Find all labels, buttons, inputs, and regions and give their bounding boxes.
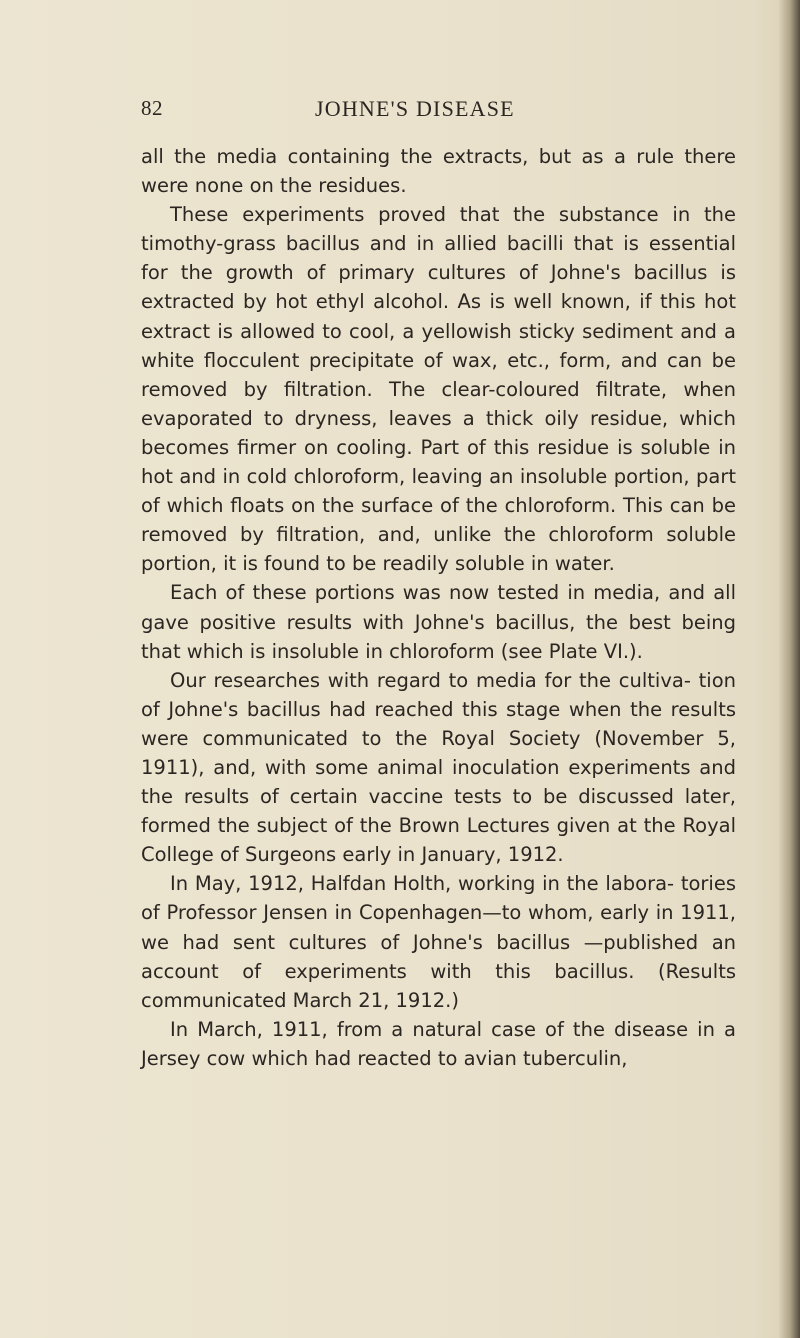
paragraph: Each of these portions was now tested in media, and all gave positive results with Johne's bacillus, the best being that which is insoluble in chloroform (see Plate VI.). [141,581,736,663]
page-number: 82 [141,96,163,120]
paragraph: In March, 1911, from a natural case of the disease in a Jersey cow which had reacted to avian tuberculin, [141,1017,736,1070]
paragraph: These experiments proved that the substance in the timothy-grass bacillus and in allied bacilli that is essential for the growth of primary cultures of Johne's bacillus is extracted by hot ethyl alcohol. As is well known, if this hot extract is allowed to cool, a yellowish sticky sediment and a white flocculent precipitate of wax, etc., form, and can be removed by filtration. The clear-coloured filtrate, when evaporated to dryness, leaves a thick oily residue, which becomes firmer on cooling. Part of this residue is soluble in hot and in cold chloroform, leaving an insoluble portion, part of which floats on the surface of the chloroform. This can be removed by filtration, and, unlike the chloroform soluble portion, it is found to be readily soluble in water. [141,203,736,576]
running-head: JOHNE'S DISEASE [315,96,515,121]
paragraph-continuation: all the media containing the extracts, but as a rule there were none on the residues. [141,145,736,198]
page-header [0,96,760,124]
paragraph: In May, 1912, Halfdan Holth, working in the labora- tories of Professor Jensen in Copenhagen—to whom, early in 1911, we had sent cultures of Johne's bacillus —published an account of experiments with this bacillus. (Results communicated March 21, 1912.) [141,872,736,1012]
paragraph: Our researches with regard to media for the cultiva- tion of Johne's bacillus had reached this stage when the results were communicated to the Royal Society (November 5, 1911), and, with some animal inoculation experiments and the results of certain vaccine tests to be discussed later, formed the subject of the Brown Lectures given at the Royal College of Surgeons early in January, 1912. [141,668,736,867]
page-edge-shadow [778,0,800,1338]
body-text [141,142,736,1073]
